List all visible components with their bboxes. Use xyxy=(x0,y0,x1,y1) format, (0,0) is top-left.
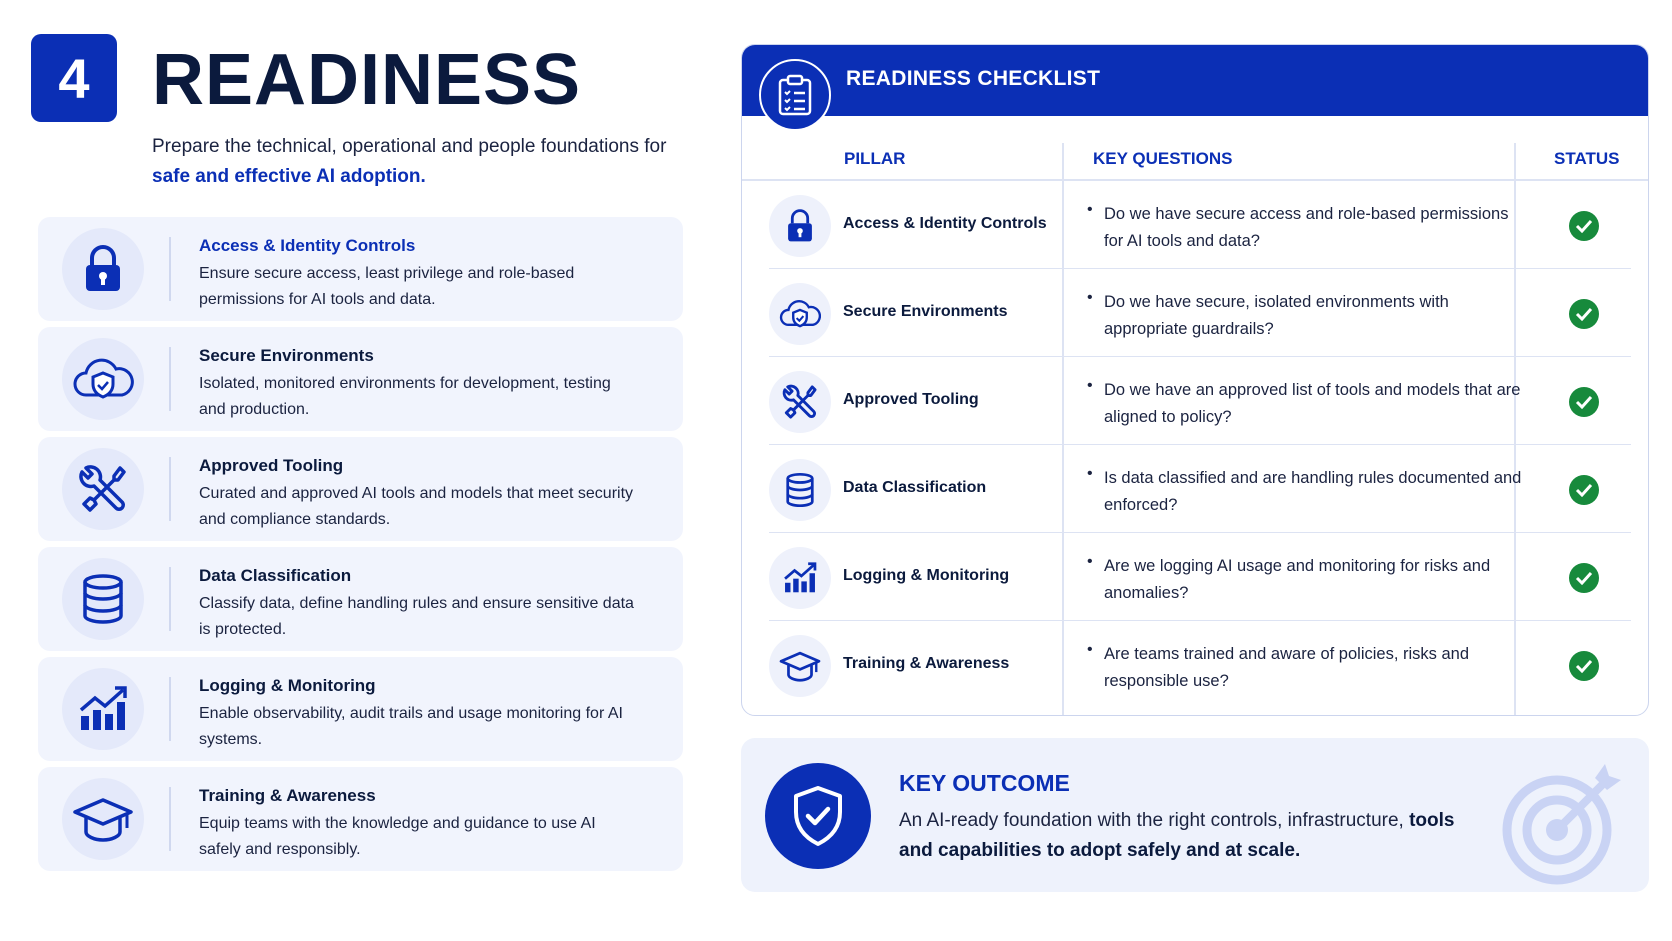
database-icon xyxy=(769,459,831,521)
bullet: • xyxy=(1087,553,1093,570)
pillar-card-tooling xyxy=(38,437,683,541)
card-divider xyxy=(169,237,171,301)
outcome-title: KEY OUTCOME xyxy=(899,770,1070,796)
tools-icon xyxy=(62,448,144,530)
outcome-text xyxy=(899,806,1459,866)
card-title: Access & Identity Controls xyxy=(199,236,416,255)
page-title: READINESS xyxy=(152,40,582,120)
page-subtitle xyxy=(152,132,692,192)
clipboard-checklist-icon xyxy=(759,59,831,131)
database-icon xyxy=(62,558,144,640)
check-icon xyxy=(1569,211,1599,241)
subtitle-highlight: safe and effective AI adoption. xyxy=(152,166,426,187)
lock-icon xyxy=(62,228,144,310)
column-header-status: STATUS xyxy=(1554,149,1620,168)
card-divider xyxy=(169,787,171,851)
chart-growth-icon xyxy=(769,547,831,609)
card-divider xyxy=(169,567,171,631)
card-title: Training & Awareness xyxy=(199,786,376,805)
checklist-row xyxy=(769,621,1631,709)
row-pillar: Secure Environments xyxy=(843,303,1008,320)
cloud-shield-icon xyxy=(62,338,144,420)
card-description: Isolated, monitored environments for development, testing and production. xyxy=(199,375,611,418)
row-pillar: Approved Tooling xyxy=(843,391,979,408)
row-pillar: Access & Identity Controls xyxy=(843,215,1047,232)
pillar-card-logging xyxy=(38,657,683,761)
target-arrow-icon xyxy=(1499,756,1629,886)
column-header-questions: KEY QUESTIONS xyxy=(1093,149,1233,168)
tools-icon xyxy=(769,371,831,433)
bullet: • xyxy=(1087,201,1093,218)
pillar-cards xyxy=(38,217,683,877)
checklist-row xyxy=(769,445,1631,533)
card-title: Secure Environments xyxy=(199,346,374,365)
section-number: 4 xyxy=(58,46,90,110)
column-header-pillar: PILLAR xyxy=(844,149,906,168)
row-question: Are we logging AI usage and monitoring for risks and anomalies? xyxy=(1104,557,1491,602)
checklist-row xyxy=(769,269,1631,357)
check-icon xyxy=(1569,475,1599,505)
outcome-text-regular: An AI-ready foundation with the right controls, infrastructure, xyxy=(899,810,1410,831)
shield-check-icon xyxy=(765,763,871,869)
row-question: Is data classified and are handling rules documented and enforced? xyxy=(1104,469,1522,514)
checklist-row xyxy=(769,181,1631,269)
bullet: • xyxy=(1087,377,1093,394)
bullet: • xyxy=(1087,641,1093,658)
checklist-row xyxy=(769,533,1631,621)
card-divider xyxy=(169,677,171,741)
pillar-card-access xyxy=(38,217,683,321)
card-description: Curated and approved AI tools and models that meet security and compliance standards. xyxy=(199,485,634,528)
bullet: • xyxy=(1087,289,1093,306)
row-question: Are teams trained and aware of policies, risks and responsible use? xyxy=(1104,645,1470,690)
card-divider xyxy=(169,347,171,411)
row-question: Do we have secure access and role-based permissions for AI tools and data? xyxy=(1104,205,1509,250)
subtitle-prefix: Prepare the technical, operational and people foundations for xyxy=(152,136,667,157)
cloud-shield-icon xyxy=(769,283,831,345)
checklist-title: READINESS CHECKLIST xyxy=(846,67,1101,90)
card-description: Classify data, define handling rules and ensure sensitive data is protected. xyxy=(199,595,634,638)
row-pillar: Logging & Monitoring xyxy=(843,567,1010,584)
check-icon xyxy=(1569,387,1599,417)
section-number-badge xyxy=(31,34,117,122)
checklist-row xyxy=(769,357,1631,445)
graduation-cap-icon xyxy=(62,778,144,860)
outcome-text-bold: tools and capabilities to adopt safely and at scale. xyxy=(899,810,1455,861)
card-title: Approved Tooling xyxy=(199,456,344,475)
card-description: Enable observability, audit trails and usage monitoring for AI systems. xyxy=(199,705,623,748)
row-pillar: Training & Awareness xyxy=(843,655,1010,672)
card-title: Logging & Monitoring xyxy=(199,676,376,695)
card-description: Ensure secure access, least privilege and role-based permissions for AI tools and data. xyxy=(199,265,575,308)
key-outcome-panel xyxy=(741,738,1649,892)
bullet: • xyxy=(1087,465,1093,482)
chart-growth-icon xyxy=(62,668,144,750)
check-icon xyxy=(1569,563,1599,593)
card-title: Data Classification xyxy=(199,566,352,585)
pillar-card-environments xyxy=(38,327,683,431)
check-icon xyxy=(1569,651,1599,681)
row-question: Do we have secure, isolated environments with appropriate guardrails? xyxy=(1104,293,1449,338)
card-divider xyxy=(169,457,171,521)
lock-icon xyxy=(769,195,831,257)
row-question: Do we have an approved list of tools and models that are aligned to policy? xyxy=(1104,381,1521,426)
row-pillar: Data Classification xyxy=(843,479,987,496)
card-description: Equip teams with the knowledge and guidance to use AI safely and responsibly. xyxy=(199,815,596,858)
check-icon xyxy=(1569,299,1599,329)
readiness-checklist xyxy=(741,44,1649,716)
pillar-card-training xyxy=(38,767,683,871)
graduation-cap-icon xyxy=(769,635,831,697)
pillar-card-data xyxy=(38,547,683,651)
